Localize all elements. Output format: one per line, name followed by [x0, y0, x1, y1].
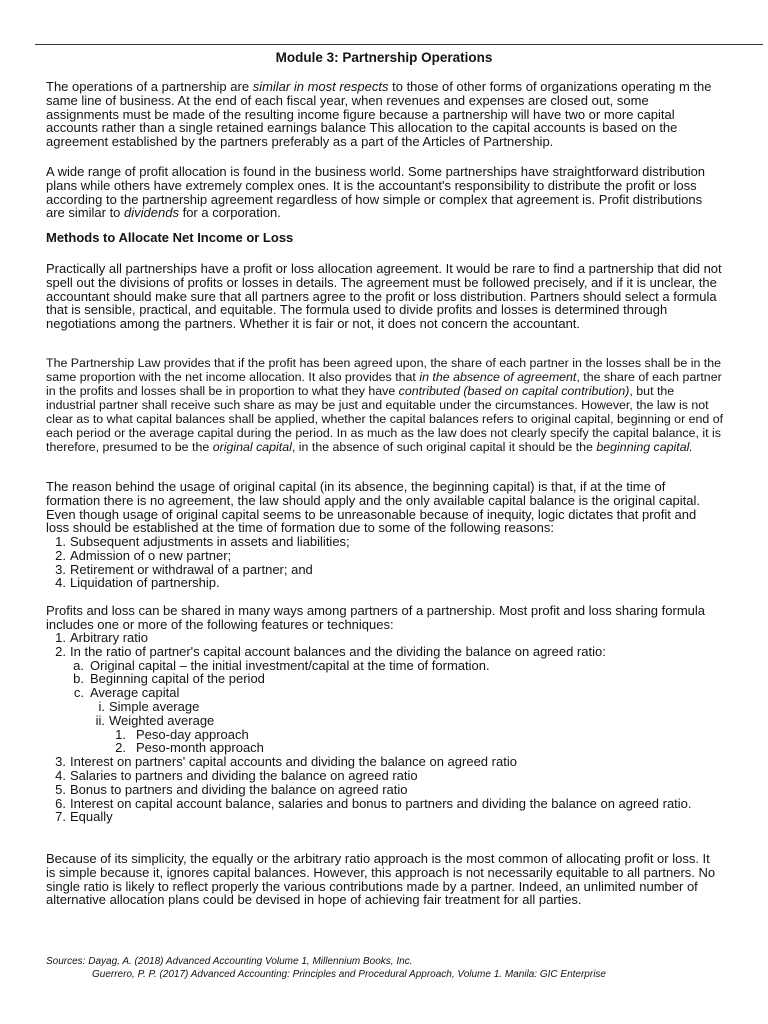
paragraph-equal-ratio: Because of its simplicity, the equally or the arbitrary ratio approach is the most common of allocating profit or loss. It is simple because it, ignores capital balances. However, this approach is not necessarily equitable to all partners. No single ratio is likely to reflect properly the various contributions made by a partner. Indeed, an unlimited number of alternative allocation plans could be devised in hope of achieving fair treatment for all parties.: [46, 851, 716, 908]
paragraph-allocation-agreement: Practically all partnerships have a profit or loss allocation agreement. It would be rare to find a partnership that did not spell out the divisions of profits or losses in details. The agreement must be followed precisely, and if it is unclear, the accountant should make sure that all partners agree to the profit or loss distribution. Partners should select a formula that is sensible, practical, and equitable. The formula used to divide profits and losses is determined through negotiations among the partners. Whether it is fair or not, it does not concern the accountant.: [46, 261, 722, 332]
list-item: a. Original capital – the initial investment/capital at the time of formation.: [73, 657, 490, 673]
top-rule: [35, 44, 763, 45]
source-line-1: Sources: Dayag, A. (2018) Advanced Accounting Volume 1, Millennium Books, Inc.: [46, 956, 413, 967]
list-item: 1. Arbitrary ratio: [55, 630, 149, 645]
list-item: 7. Equally: [55, 809, 113, 825]
list-item: c. Average capital: [73, 685, 180, 701]
paragraph-profit-allocation: A wide range of profit allocation is found in the business world. Some partnerships have straightforward distribution plans while others have extremely complex ones. It is the accountant's responsibility to distribute the profit or loss according to the partnership agreement regardless of how simple or complex that agreement is. Profit distributions are similar to dividends for a corporation.: [46, 164, 706, 221]
paragraph-intro: The operations of a partnership are similar in most respects to those of other forms of organizations operating m the same line of business. At the end of each fiscal year, when revenues and expenses are closed out, some assignments must be made of the resulting income figure because a partnership will have two or more capital accounts rather than a single retained earnings balance This allocation to the capital accounts is based on the agreement established by the partners preferably as a part of the Articles of Partnership.: [46, 79, 712, 150]
source-line-2: Guerrero, P. P. (2017) Advanced Accounting: Principles and Procedural Approach, Volume 1. Manila: GIC Enterprise: [92, 969, 606, 980]
list-item: 2. Admission of o new partner;: [55, 547, 232, 563]
list-item: 5. Bonus to partners and dividing the balance on agreed ratio: [55, 781, 408, 797]
methods-list: [46, 631, 706, 824]
section-heading: Methods to Allocate Net Income or Loss: [46, 230, 294, 245]
sources-citation: [46, 955, 606, 981]
list-item: i. Simple average: [98, 698, 200, 714]
paragraph-original-capital-reason: The reason behind the usage of original capital (in its absence, the beginning capital) is that, if at the time of formation there is no agreement, the law should apply and the only available capital balance is the original capital. Even though usage of original capital seems to be unreasonable because of inequity, logic dictates that profit and loss should be established at the time of formation due to some of the following reasons:: [46, 479, 701, 536]
list-item: ii. Weighted average: [95, 712, 215, 728]
list-item: 4. Liquidation of partnership.: [55, 575, 220, 591]
paragraph-sharing-techniques: Profits and loss can be shared in many ways among partners of a partnership. Most profit and loss sharing formula includes one or more of the following features or techniques:: [46, 603, 705, 632]
list-item: 6. Interest on capital account balance, salaries and bonus to partners and dividing the balance on agreed ratio.: [55, 795, 692, 811]
list-item: 2. In the ratio of partner's capital account balances and the dividing the balance on agreed ratio:: [55, 643, 606, 659]
list-item: 1. Peso-day approach: [115, 726, 249, 742]
page-title: Module 3: Partnership Operations: [275, 50, 493, 65]
reasons-list: [46, 535, 706, 590]
list-item: 1. Subsequent adjustments in assets and liabilities;: [55, 534, 350, 549]
paragraph-partnership-law: The Partnership Law provides that if the profit has been agreed upon, the share of each partner in the losses shall be in the same proportion with the net income allocation. It also provides that in the absence of agreement, the share of each partner in the profits and losses shall be in proportion to what they have contributed (based on capital contribution), but the industrial partner shall receive such share as may be just and equitable under the circumstances. However, the law is not clear as to what capital balances shall be applied, whether the capital balances refers to original capital, beginning or end of each period or the average capital during the period. In as much as the law does not clearly specify the capital balance, it is therefore, presumed to be the original capital, in the absence of such original capital it should be the beginning capital.: [46, 356, 724, 454]
list-item: 4. Salaries to partners and dividing the balance on agreed ratio: [55, 767, 418, 783]
list-item: b. Beginning capital of the period: [73, 671, 265, 687]
list-item: 3. Retirement or withdrawal of a partner; and: [55, 561, 313, 577]
list-item: 3. Interest on partners' capital accounts and dividing the balance on agreed ratio: [55, 754, 517, 770]
list-item: 2. Peso-month approach: [115, 740, 264, 756]
